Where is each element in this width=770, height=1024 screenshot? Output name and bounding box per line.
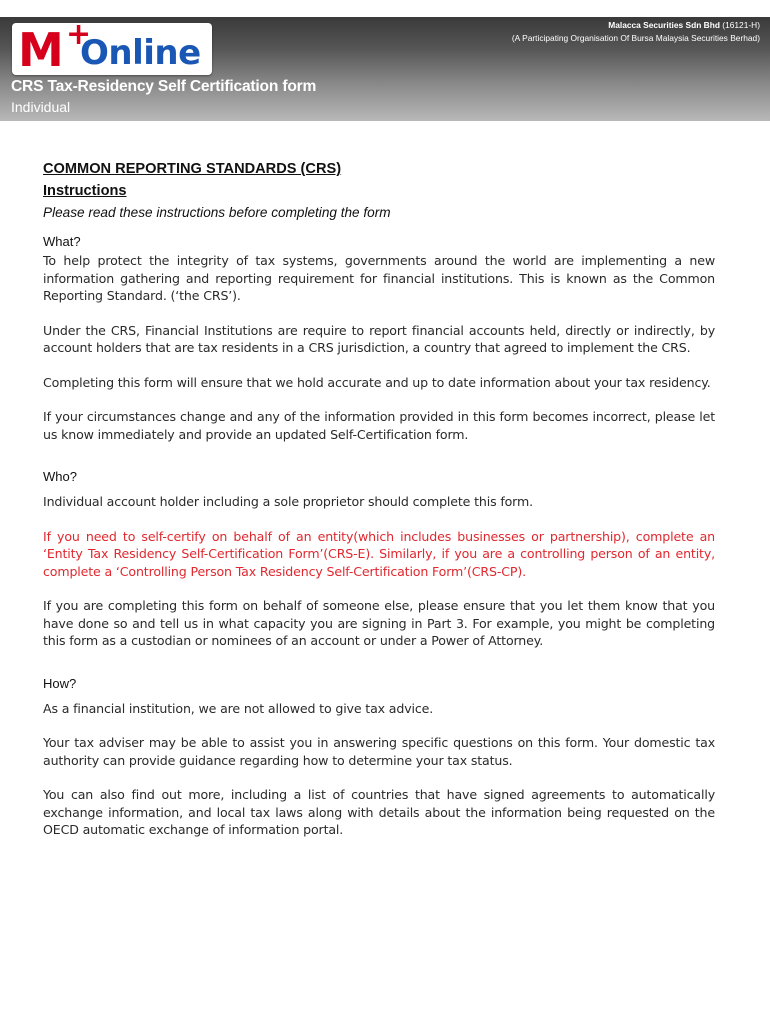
company-reg: (16121-H) xyxy=(722,20,760,30)
what-paragraph-4: If your circumstances change and any of the information provided in this form becomes incorrect, please let us know immediately and provide an updated Self-Certification form. xyxy=(43,409,715,442)
logo-plus: + xyxy=(66,17,92,52)
what-paragraph-2: Under the CRS, Financial Institutions are require to report financial accounts held, directly or indirectly, by account holders that are tax residents in a CRS jurisdiction, a country that agreed to implement the CRS. xyxy=(43,322,715,355)
company-note: (A Participating Organisation Of Bursa Malaysia Securities Berhad) xyxy=(511,33,760,43)
who-paragraph-1: Individual account holder including a sole proprietor should complete this form. xyxy=(43,494,533,509)
logo-mark: M xyxy=(18,23,64,77)
instructions-heading: Instructions xyxy=(43,183,127,199)
instructions-content xyxy=(43,158,715,839)
moonline-logo xyxy=(12,17,212,77)
who-paragraph-2-note: If you need to self-certify on behalf of an entity(which includes businesses or partnership), complete an ‘Entity Tax Residency Self-Certification Form’(CRS-E). Similarly, if you are a controlling person of an entity, complete a ‘Controlling Person Tax Residency Self-Certification Form’(CRS-CP). xyxy=(43,528,715,579)
logo-word: Online xyxy=(80,33,201,73)
section-how-title: How? xyxy=(43,675,77,691)
instructions-intro: Please read these instructions before completing the form xyxy=(43,205,391,220)
page-header xyxy=(0,17,770,121)
how-paragraph-2: Your tax adviser may be able to assist you in answering specific questions on this form. Your domestic tax authority can provide guidance regarding how to determine your tax status. xyxy=(43,735,715,768)
form-title: CRS Tax-Residency Self Certification form xyxy=(11,78,317,95)
how-paragraph-3: You can also find out more, including a list of countries that have signed agreements to automatically exchange information, and local tax laws along with details about the information being requested on the OECD automatic exchange of information portal. xyxy=(43,787,715,837)
company-name: Malacca Securities Sdn Bhd xyxy=(608,20,720,30)
section-who-title: Who? xyxy=(43,469,77,484)
what-paragraph-1: To help protect the integrity of tax systems, governments around the world are implementing a new information gathering and reporting requirement for financial institutions. This is known as the Common Reporting Standard. (‘the CRS’). xyxy=(43,253,715,303)
page-heading: COMMON REPORTING STANDARDS (CRS) xyxy=(43,161,342,177)
how-paragraph-1: As a financial institution, we are not allowed to give tax advice. xyxy=(43,700,434,716)
company-info xyxy=(512,19,760,45)
who-paragraph-3: If you are completing this form on behalf of someone else, please ensure that you let them know that you have done so and tell us in what capacity you are signing in Part 3. For example, you might be completing this form as a custodian or nominees of an account or under a Power of Attorney. xyxy=(43,598,715,648)
form-subtitle: Individual xyxy=(11,99,71,115)
section-what-title: What? xyxy=(43,234,81,249)
what-paragraph-3: Completing this form will ensure that we hold accurate and up to date information about your tax residency. xyxy=(43,374,711,390)
